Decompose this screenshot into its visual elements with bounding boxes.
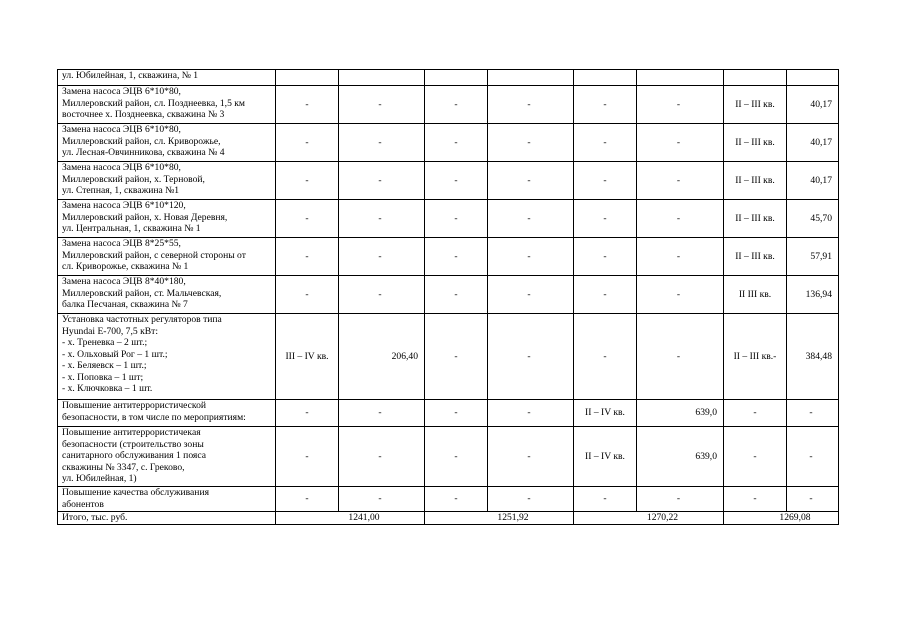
- period-cell: -: [425, 124, 488, 162]
- description-line: Замена насоса ЭЦВ 6*10*80,: [62, 124, 181, 135]
- period-cell: II – III кв.: [724, 124, 787, 162]
- period-cell: -: [574, 162, 637, 200]
- period-cell: -: [724, 427, 787, 487]
- total-label: Итого, тыс. руб.: [58, 512, 276, 525]
- amount-cell: -: [339, 427, 425, 487]
- period-cell: -: [425, 86, 488, 124]
- description-line: - х. Треневка – 2 шт.;: [62, 337, 148, 348]
- amount-cell: -: [488, 162, 574, 200]
- description-line: безопасности (строительство зоны: [62, 438, 204, 450]
- period-cell: II – III кв.: [724, 200, 787, 238]
- measure-description: [58, 124, 276, 162]
- amount-cell: -: [488, 314, 574, 400]
- amount-cell: -: [488, 487, 574, 512]
- amount-cell: -: [637, 162, 724, 200]
- total-row: [58, 512, 839, 525]
- measure-description: [58, 427, 276, 487]
- period-cell: -: [276, 400, 339, 427]
- table-row: [58, 487, 839, 512]
- amount-cell: -: [637, 276, 724, 314]
- period-cell: -: [425, 400, 488, 427]
- table-row: [58, 276, 839, 314]
- description-line: санитарного обслуживания 1 пояса: [62, 450, 206, 461]
- period-cell: II – IV кв.: [574, 400, 637, 427]
- description-line: абонентов: [62, 498, 104, 510]
- description-line: ул. Юбилейная, 1): [62, 473, 137, 484]
- amount-cell: -: [339, 200, 425, 238]
- amount-cell: -: [637, 487, 724, 512]
- amount-cell: [339, 70, 425, 86]
- measure-description: [58, 314, 276, 400]
- amount-cell: 45,70: [787, 200, 839, 238]
- period-cell: -: [574, 276, 637, 314]
- amount-cell: -: [339, 162, 425, 200]
- description-line: Замена насоса ЭЦВ 6*10*80,: [62, 86, 181, 97]
- amount-cell: 136,94: [787, 276, 839, 314]
- period-cell: -: [425, 276, 488, 314]
- period-cell: [724, 70, 787, 86]
- amount-cell: -: [637, 200, 724, 238]
- period-cell: -: [574, 238, 637, 276]
- period-cell: [574, 70, 637, 86]
- period-cell: -: [276, 86, 339, 124]
- period-cell: [276, 70, 339, 86]
- amount-cell: 384,48: [787, 314, 839, 400]
- description-line: ул. Юбилейная, 1, скважина, № 1: [62, 70, 199, 81]
- description-line: - х. Беляевск – 1 шт.;: [62, 360, 147, 371]
- amount-cell: 40,17: [787, 162, 839, 200]
- amount-cell: -: [488, 86, 574, 124]
- period-cell: -: [276, 276, 339, 314]
- period-cell: -: [574, 314, 637, 400]
- period-cell: [425, 70, 488, 86]
- description-line: ул. Степная, 1, скважина №1: [62, 185, 180, 196]
- amount-cell: -: [488, 124, 574, 162]
- description-line: Замена насоса ЭЦВ 6*10*120,: [62, 200, 186, 211]
- amount-cell: -: [637, 238, 724, 276]
- description-line: Замена насоса ЭЦВ 8*25*55,: [62, 238, 181, 249]
- measure-description: [58, 70, 276, 86]
- amount-cell: -: [339, 238, 425, 276]
- description-line: Замена насоса ЭЦВ 8*40*180,: [62, 276, 186, 287]
- period-cell: II – III кв.: [724, 162, 787, 200]
- period-cell: II – III кв.: [724, 86, 787, 124]
- description-line: - х. Ольховый Рог – 1 шт.;: [62, 348, 168, 360]
- measure-description: [58, 200, 276, 238]
- description-line: скважины № 3347, с. Греково,: [62, 461, 185, 473]
- amount-cell: -: [787, 427, 839, 487]
- period-cell: II III кв.: [724, 276, 787, 314]
- amount-cell: 206,40: [339, 314, 425, 400]
- description-line: Повышение антитеррористической: [62, 400, 207, 411]
- period-cell: II – III кв.-: [724, 314, 787, 400]
- measure-description: [58, 162, 276, 200]
- table-row: [58, 200, 839, 238]
- total-value-2: 1251,92: [425, 512, 574, 525]
- period-cell: -: [276, 427, 339, 487]
- period-cell: -: [574, 86, 637, 124]
- total-value-1: 1241,00: [276, 512, 425, 525]
- period-cell: II – III кв.: [724, 238, 787, 276]
- table-row: [58, 86, 839, 124]
- description-line: балка Песчаная, скважина № 7: [62, 299, 188, 310]
- table-row: [58, 238, 839, 276]
- period-cell: -: [276, 200, 339, 238]
- description-line: ул. Лесная-Овчинникова, скважина № 4: [62, 147, 225, 158]
- period-cell: -: [276, 162, 339, 200]
- period-cell: -: [574, 124, 637, 162]
- amount-cell: -: [488, 200, 574, 238]
- period-cell: -: [425, 238, 488, 276]
- description-line: Миллеровский район, сл. Позднеевка, 1,5 км: [62, 97, 246, 109]
- table-row: [58, 124, 839, 162]
- description-line: - х. Поповка – 1 шт;: [62, 371, 144, 383]
- table-row: [58, 400, 839, 427]
- description-line: Hyundai E-700, 7,5 кВт:: [62, 325, 158, 337]
- description-line: восточнее х. Позднеевка, скважина № 3: [62, 109, 225, 120]
- description-line: Повышение антитеррористичекая: [62, 427, 201, 438]
- total-value-3: 1270,22: [574, 512, 724, 525]
- amount-cell: -: [339, 86, 425, 124]
- measure-description: [58, 86, 276, 124]
- table-row: [58, 70, 839, 86]
- amount-cell: -: [339, 276, 425, 314]
- period-cell: -: [425, 487, 488, 512]
- description-line: безопасности, в том числе по мероприятиям:: [62, 411, 246, 423]
- period-cell: III – IV кв.: [276, 314, 339, 400]
- period-cell: -: [276, 238, 339, 276]
- amount-cell: 40,17: [787, 86, 839, 124]
- period-cell: -: [276, 124, 339, 162]
- description-line: Повышение качества обслуживания: [62, 487, 209, 498]
- amount-cell: [488, 70, 574, 86]
- period-cell: -: [425, 162, 488, 200]
- description-line: - х. Ключковка – 1 шт.: [62, 383, 153, 394]
- description-line: ул. Центральная, 1, скважина № 1: [62, 223, 201, 234]
- description-line: Установка частотных регуляторов типа: [62, 314, 222, 325]
- amount-cell: -: [339, 124, 425, 162]
- amount-cell: 639,0: [637, 400, 724, 427]
- amount-cell: 57,91: [787, 238, 839, 276]
- measure-description: [58, 276, 276, 314]
- amount-cell: -: [488, 400, 574, 427]
- amount-cell: [637, 70, 724, 86]
- description-line: сл. Криворожье, скважина № 1: [62, 261, 189, 272]
- amount-cell: -: [339, 400, 425, 427]
- description-line: Миллеровский район, ст. Мальчевская,: [62, 287, 222, 299]
- amount-cell: -: [787, 487, 839, 512]
- description-line: Миллеровский район, х. Новая Деревня,: [62, 211, 228, 223]
- period-cell: -: [425, 314, 488, 400]
- period-cell: -: [724, 487, 787, 512]
- description-line: Миллеровский район, с северной стороны от: [62, 249, 246, 261]
- measure-description: [58, 487, 276, 512]
- table-row: [58, 314, 839, 400]
- period-cell: -: [574, 200, 637, 238]
- period-cell: -: [724, 400, 787, 427]
- measures-table: [57, 69, 839, 525]
- period-cell: -: [425, 427, 488, 487]
- amount-cell: 40,17: [787, 124, 839, 162]
- measure-description: [58, 238, 276, 276]
- period-cell: -: [574, 487, 637, 512]
- amount-cell: -: [488, 427, 574, 487]
- amount-cell: -: [637, 314, 724, 400]
- amount-cell: -: [787, 400, 839, 427]
- table-body: [58, 70, 839, 512]
- amount-cell: -: [488, 276, 574, 314]
- amount-cell: 639,0: [637, 427, 724, 487]
- amount-cell: -: [339, 487, 425, 512]
- description-line: Замена насоса ЭЦВ 6*10*80,: [62, 162, 181, 173]
- amount-cell: [787, 70, 839, 86]
- measure-description: [58, 400, 276, 427]
- period-cell: II – IV кв.: [574, 427, 637, 487]
- total-value-4: 1269,08: [724, 512, 839, 525]
- description-line: Миллеровский район, сл. Криворожье,: [62, 135, 221, 147]
- description-line: Миллеровский район, х. Терновой,: [62, 173, 205, 185]
- period-cell: -: [425, 200, 488, 238]
- amount-cell: -: [488, 238, 574, 276]
- amount-cell: -: [637, 124, 724, 162]
- table-row: [58, 162, 839, 200]
- table-row: [58, 427, 839, 487]
- amount-cell: -: [637, 86, 724, 124]
- period-cell: -: [276, 487, 339, 512]
